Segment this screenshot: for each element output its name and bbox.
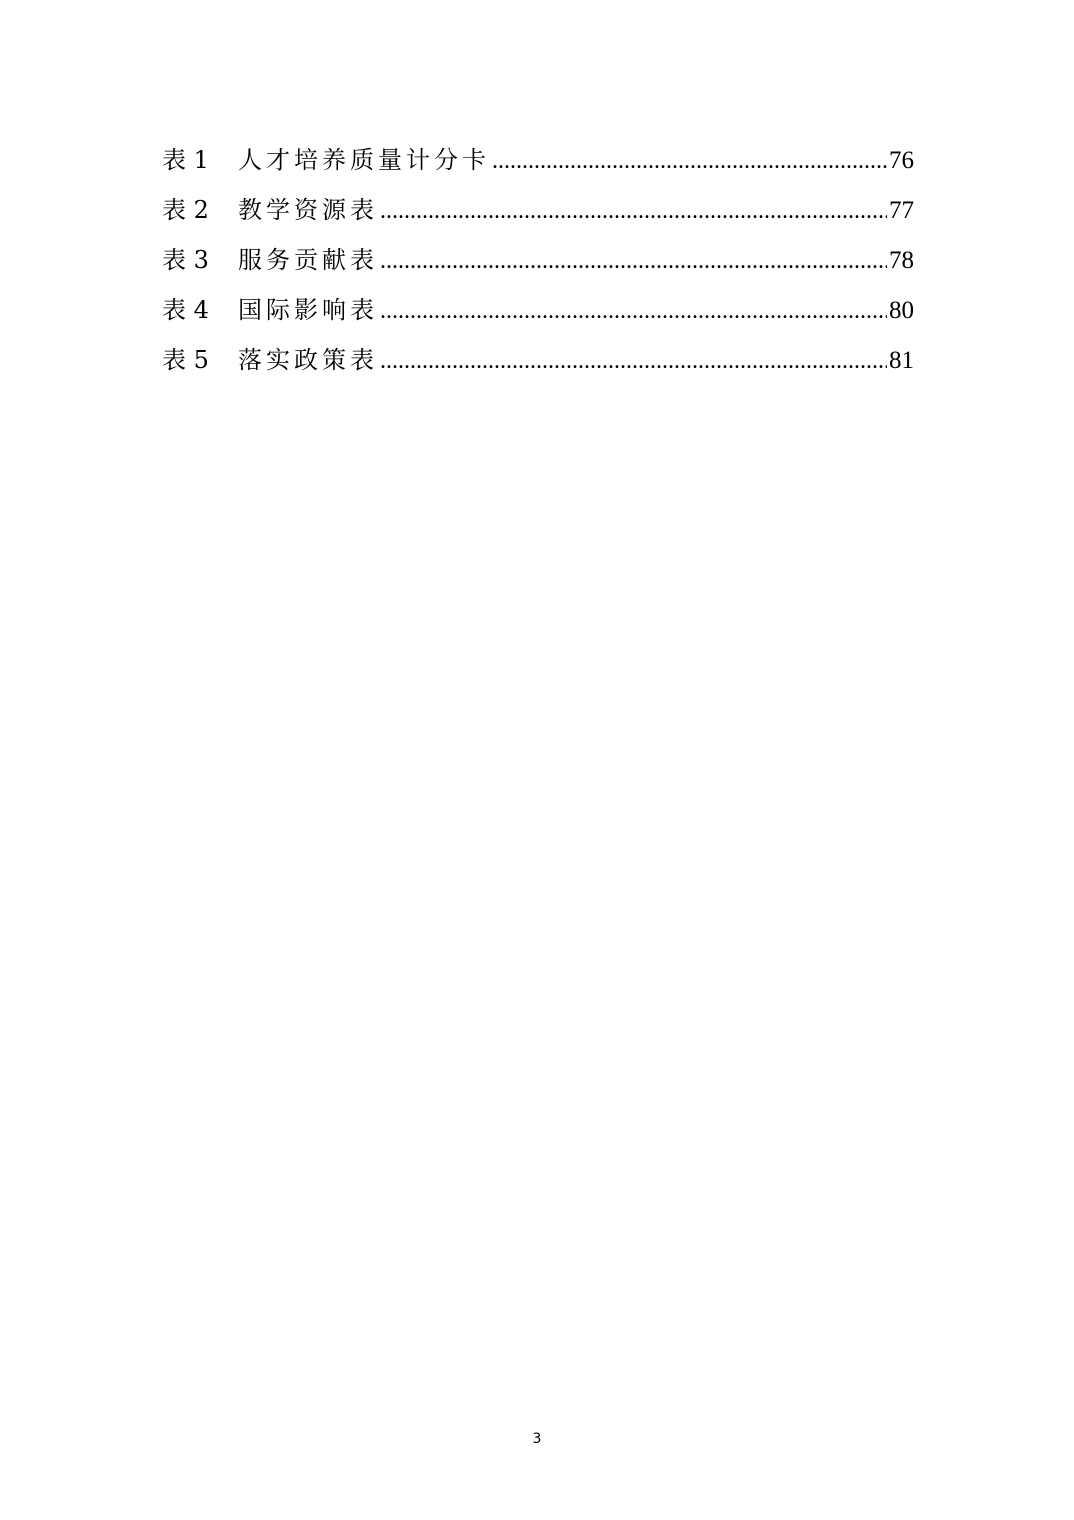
toc-entry-label: 表 4 <box>162 296 209 324</box>
toc-dot-leader <box>380 191 887 231</box>
toc-entry-title: 国际影响表 <box>238 296 378 324</box>
toc-entry-label: 表 5 <box>162 346 209 374</box>
toc-entry[interactable] <box>162 340 914 390</box>
toc-dot-leader <box>380 341 887 381</box>
toc-entry-title: 服务贡献表 <box>238 246 378 274</box>
toc-entry-label: 表 3 <box>162 246 209 274</box>
toc-entry-page: 78 <box>889 247 914 274</box>
toc-entry-page: 80 <box>889 297 914 324</box>
toc-entry-page: 76 <box>889 147 914 174</box>
toc-entry-page: 77 <box>889 197 914 224</box>
toc-dot-leader <box>380 291 887 331</box>
toc-entry[interactable] <box>162 240 914 290</box>
toc-entry[interactable] <box>162 190 914 240</box>
toc-entry-title: 落实政策表 <box>238 346 378 374</box>
toc-entry[interactable] <box>162 140 914 190</box>
toc-entry[interactable] <box>162 290 914 340</box>
toc-entry-page: 81 <box>889 347 914 374</box>
toc-dot-leader <box>492 141 887 181</box>
toc-entry-label: 表 2 <box>162 196 209 224</box>
toc-dot-leader <box>380 241 887 281</box>
toc-entry-title: 人才培养质量计分卡 <box>238 146 490 174</box>
toc-entry-title: 教学资源表 <box>238 196 378 224</box>
table-of-contents <box>162 140 914 390</box>
page-number: 3 <box>532 1431 542 1447</box>
toc-entry-label: 表 1 <box>162 146 209 174</box>
